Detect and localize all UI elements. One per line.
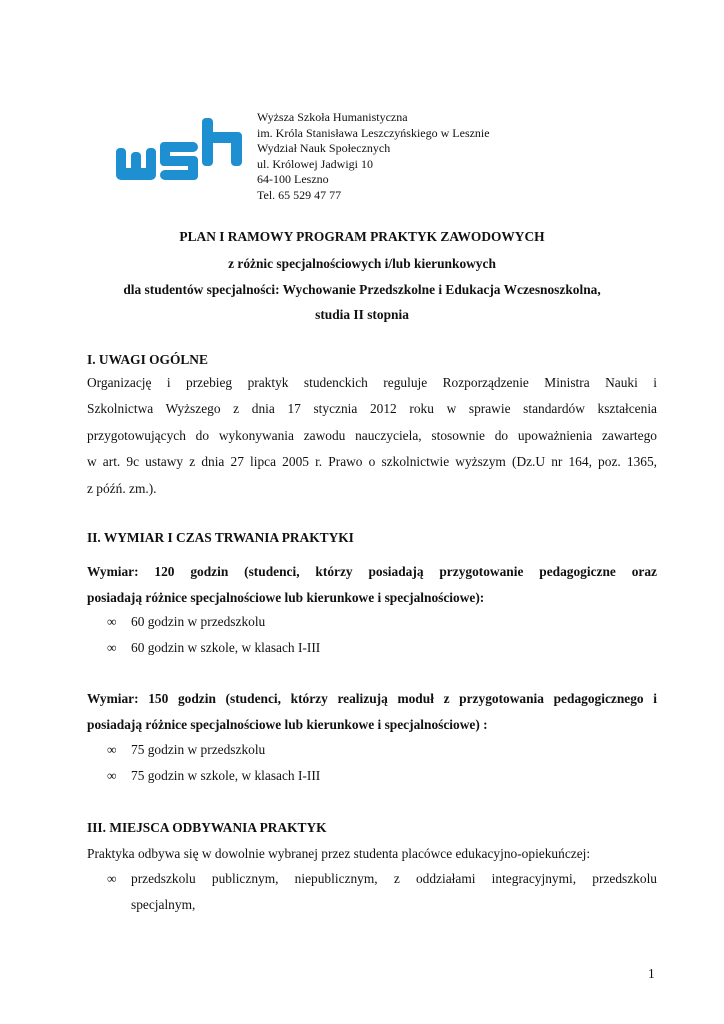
- bullet-icon: ∞: [107, 742, 117, 757]
- section-paragraph: [87, 559, 657, 612]
- section-paragraph: [87, 686, 657, 739]
- paragraph-line: Wymiar: 150 godzin (studenci, którzy realizują moduł z przygotowania pedagogicznego i: [87, 691, 657, 706]
- bullet-icon: ∞: [107, 640, 117, 655]
- list-item-text: 75 godzin w szkole, w klasach I-III: [131, 768, 321, 783]
- bullet-icon: ∞: [107, 768, 117, 783]
- list-item: [107, 640, 320, 656]
- document-subtitle: studia II stopnia: [315, 307, 409, 322]
- paragraph-line: Wymiar: 120 godzin (studenci, którzy posiadają przygotowanie pedagogiczne oraz: [87, 564, 657, 579]
- address-line: Tel. 65 529 47 77: [257, 187, 342, 202]
- section-heading: I. UWAGI OGÓLNE: [87, 352, 208, 367]
- document-subtitle: dla studentów specjalności: Wychowanie Przedszkolne i Edukacja Wczesnoszkolna,: [123, 282, 601, 297]
- list-item-text: 60 godzin w przedszkolu: [131, 614, 266, 629]
- bullet-icon: ∞: [107, 871, 117, 886]
- address-line: im. Króla Stanisława Leszczyńskiego w Lesznie: [257, 125, 490, 140]
- section-heading: III. MIEJSCA ODBYWANIA PRAKTYK: [87, 820, 327, 835]
- list-item-text: [131, 866, 657, 919]
- section-paragraph: [87, 370, 657, 502]
- page-number: 1: [648, 966, 655, 981]
- list-item-text: 75 godzin w przedszkolu: [131, 742, 266, 757]
- bullet-icon: ∞: [107, 614, 117, 629]
- list-item: [107, 768, 320, 784]
- address-line: 64-100 Leszno: [257, 172, 329, 187]
- paragraph-line: Organizację i przebieg praktyk studenckich reguluje Rozporządzenie Ministra Nauki i: [87, 375, 657, 390]
- paragraph-line: w art. 9c ustawy z dnia 27 lipca 2005 r. Prawo o szkolnictwie wyższym (Dz.U nr 164, poz. 1365,: [87, 454, 657, 470]
- list-item-text: 60 godzin w szkole, w klasach I-III: [131, 640, 321, 655]
- paragraph-line: przygotowujących do wykonywania zawodu nauczyciela, stosownie do upoważnienia zawartego: [87, 427, 657, 443]
- document-title: PLAN I RAMOWY PROGRAM PRAKTYK ZAWODOWYCH: [179, 229, 545, 244]
- address-line: Wyższa Szkoła Humanistyczna: [257, 110, 408, 124]
- address-line: ul. Królowej Jadwigi 10: [257, 156, 373, 171]
- paragraph-line: posiadają różnice specjalnościowe lub kierunkowe i specjalnościowe):: [87, 590, 485, 606]
- list-item: [107, 614, 265, 630]
- paragraph-line: Szkolnictwa Wyższego z dnia 17 stycznia 2012 roku w sprawie standardów kształcenia: [87, 401, 657, 417]
- list-item: [107, 866, 657, 922]
- section-intro: Praktyka odbywa się w dowolnie wybranej przez studenta placówce edukacyjno-opiekuńczej:: [87, 846, 591, 861]
- document-subtitle: z różnic specjalnościowych i/lub kierunkowych: [228, 256, 496, 271]
- paragraph-line: posiadają różnice specjalnościowe lub kierunkowe i specjalnościowe) :: [87, 717, 488, 733]
- institution-address: [257, 110, 490, 204]
- paragraph-line: przedszkolu publicznym, niepublicznym, z oddziałami integracyjnymi, przedszkolu: [131, 871, 657, 886]
- list-item: [107, 742, 265, 758]
- address-line: Wydział Nauk Społecznych: [257, 141, 391, 156]
- paragraph-line: specjalnym,: [131, 897, 196, 913]
- paragraph-line: z późń. zm.).: [87, 480, 157, 496]
- wsh-logo: [116, 118, 244, 190]
- section-heading: II. WYMIAR I CZAS TRWANIA PRAKTYKI: [87, 530, 354, 545]
